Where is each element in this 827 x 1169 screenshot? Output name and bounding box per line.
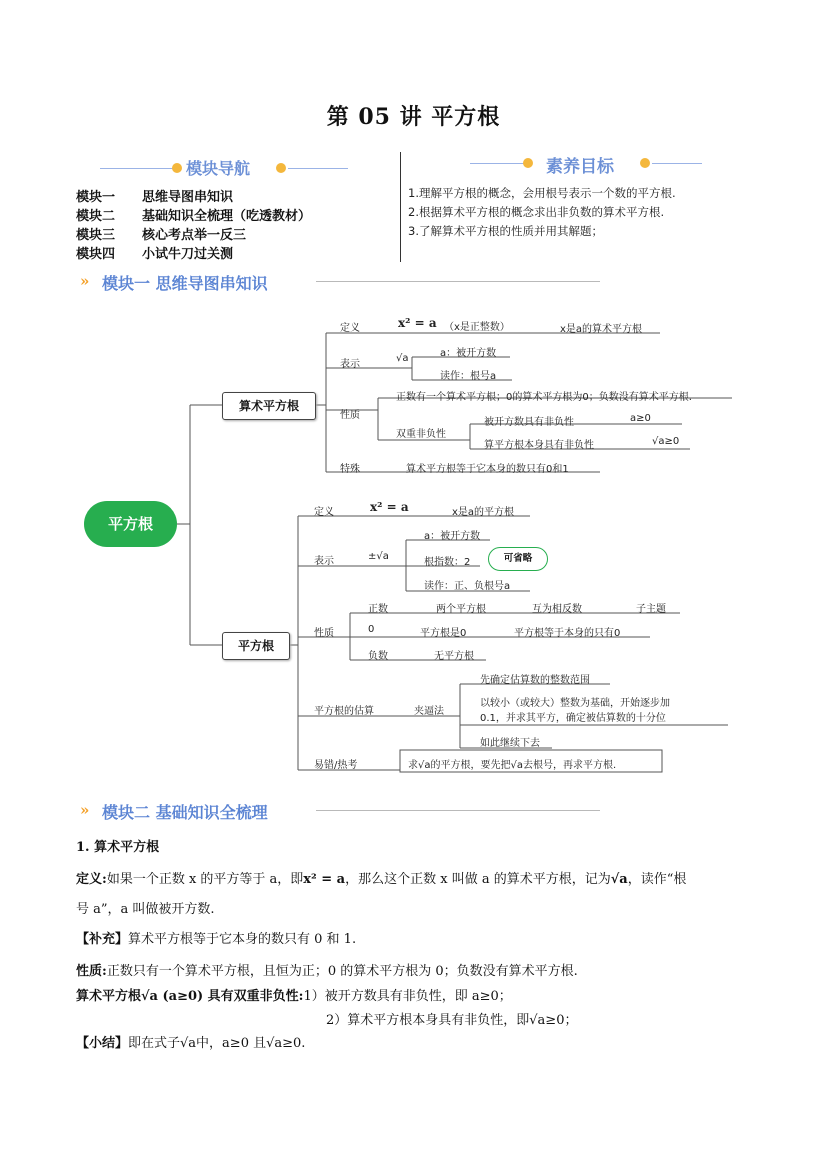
arith-rep-read: 读作：根号a xyxy=(440,371,497,382)
supplement-text: 算术平方根等于它本身的数只有 0 和 1. xyxy=(128,932,357,947)
nav-item-key: 模块二 xyxy=(76,209,116,224)
sqrt-est-1: 先确定估算数的整数范围 xyxy=(480,675,590,686)
sqrt-est-3: 如此继续下去 xyxy=(480,738,540,749)
banner2-chevron-icon: » xyxy=(80,801,90,819)
arith-rep-label: 表示 xyxy=(340,359,360,370)
supplement-paragraph xyxy=(76,928,356,947)
sqrt-rep-a: a：被开方数 xyxy=(424,531,481,542)
sqrt-pos: 正数 xyxy=(368,604,388,615)
sqrt-err-label: 易错/热考 xyxy=(314,760,358,771)
definition-text-4: 号 a”，a 叫做被开方数. xyxy=(76,902,215,917)
banner1-chevron-icon: » xyxy=(80,272,90,290)
definition-label: 定义: xyxy=(76,872,107,887)
arith-dnn-2: 算平方根本身具有非负性 xyxy=(484,440,594,451)
dnn-label: 算术平方根√a (a≥0) 具有双重非负性: xyxy=(76,989,304,1004)
summary-label: 【小结】 xyxy=(76,1036,129,1051)
sqrt-rep-label: 表示 xyxy=(314,556,334,567)
definition-paragraph xyxy=(76,868,766,887)
goal-2: 2.根据算术平方根的概念求出非负数的算术平方根. xyxy=(408,205,665,219)
sqrt-est-2a: 以较小（或较大）整数为基础，开始逐步加 xyxy=(480,698,670,709)
sqrt-def-result: x是a的平方根 xyxy=(452,507,515,518)
arith-special-label: 特殊 xyxy=(340,464,360,475)
sqrt-neg-1: 无平方根 xyxy=(434,651,474,662)
definition-text-3: ，读作“根 xyxy=(627,872,687,887)
arith-def-result: x是a的算术平方根 xyxy=(560,324,643,335)
mindmap-arith-node: 算术平方根 xyxy=(222,392,316,420)
sqrt-zero-1: 平方根是0 xyxy=(420,628,467,639)
banner-module1: 模块一 思维导图串知识 xyxy=(102,274,268,293)
arith-dnn-label: 双重非负性 xyxy=(396,429,446,440)
sqrt-zero-2: 平方根等于本身的只有0 xyxy=(514,628,621,639)
mindmap-root: 平方根 xyxy=(84,501,177,547)
sqrt-pos-1: 两个平方根 xyxy=(436,604,486,615)
nav-header: 模块导航 xyxy=(186,159,251,178)
arith-def-note: （x是正整数） xyxy=(444,322,510,333)
arith-prop-1: 正数有一个算术平方根；0的算术平方根为0；负数没有算术平方根. xyxy=(396,392,692,403)
mindmap-sqrt-node: 平方根 xyxy=(222,632,290,660)
arith-prop-label: 性质 xyxy=(340,410,360,421)
arith-def-label: 定义 xyxy=(340,323,360,334)
arith-dnn-1v: a≥0 xyxy=(630,413,651,424)
summary-paragraph xyxy=(76,1032,305,1051)
goals-header: 素养目标 xyxy=(546,157,614,177)
sqrt-def-formula: x² = a xyxy=(370,500,409,514)
summary-text: 即在式子√a中，a≥0 且√a≥0. xyxy=(128,1036,306,1051)
nav-item-text: 核心考点举一反三 xyxy=(142,228,247,243)
sqrt-def-label: 定义 xyxy=(314,507,334,518)
definition-text-1: 如果一个正数 x 的平方等于 a，即 xyxy=(106,872,304,887)
nav-item-key: 模块四 xyxy=(76,247,116,262)
sqrt-rep-read: 读作：正、负根号a xyxy=(424,581,511,592)
arith-rep-a: a：被开方数 xyxy=(440,348,497,359)
arith-special-text: 算术平方根等于它本身的数只有0和1 xyxy=(406,464,569,475)
sqrt-prop-label: 性质 xyxy=(314,628,334,639)
sqrt-rep-index: 根指数：2 xyxy=(424,557,471,568)
nav-item-text: 思维导图串知识 xyxy=(142,190,234,205)
banner-module2: 模块二 基础知识全梳理 xyxy=(102,803,268,822)
nav-item-text: 基础知识全梳理（吃透教材） xyxy=(142,209,312,224)
nav-item-key: 模块三 xyxy=(76,228,116,243)
sqrt-err-text: 求√a的平方根，要先把√a去根号，再求平方根. xyxy=(408,760,617,771)
goal-3: 3.了解算术平方根的性质并用其解题； xyxy=(408,224,603,238)
page-title: 第 05 讲 平方根 xyxy=(326,104,501,130)
sqrt-est-2b: 0.1，并求其平方，确定被估算数的十分位 xyxy=(480,713,666,724)
arith-rep-symbol: √a xyxy=(396,353,409,364)
nav-item-text: 小试牛刀过关测 xyxy=(142,247,234,262)
dnn-paragraph xyxy=(76,985,512,1004)
section-heading: 1. 算术平方根 xyxy=(76,840,160,855)
dnn-item-2: 2）算术平方根本身具有非负性，即√a≥0； xyxy=(326,1013,578,1028)
definition-text-2: ，那么这个正数 x 叫做 a 的算术平方根，记为 xyxy=(345,872,611,887)
arith-dnn-1: 被开方数具有非负性 xyxy=(484,417,574,428)
sqrt-est-method: 夹逼法 xyxy=(414,706,444,717)
nav-item-key: 模块一 xyxy=(76,190,116,205)
sqrt-zero: 0 xyxy=(368,624,375,635)
arith-def-formula: x² = a xyxy=(398,316,437,330)
sqrt-pos-3: 子主题 xyxy=(636,604,666,615)
property-text: 正数只有一个算术平方根，且恒为正；0 的算术平方根为 0；负数没有算术平方根. xyxy=(106,964,578,979)
definition-formula: x² = a xyxy=(303,872,346,887)
supplement-label: 【补充】 xyxy=(76,932,129,947)
sqrt-rep-symbol: ±√a xyxy=(368,551,389,562)
goal-1: 1.理解平方根的概念，会用根号表示一个数的平方根. xyxy=(408,186,676,200)
sqrt-rep-omit: 可省略 xyxy=(488,547,548,571)
definition-symbol: √a xyxy=(610,872,628,887)
dnn-item-1: 1）被开方数具有非负性，即 a≥0； xyxy=(303,989,512,1004)
property-paragraph xyxy=(76,960,578,979)
sqrt-neg: 负数 xyxy=(368,651,388,662)
banner2-line xyxy=(316,810,600,811)
sqrt-est-label: 平方根的估算 xyxy=(314,706,374,717)
property-label: 性质: xyxy=(76,964,107,979)
arith-dnn-2v: √a≥0 xyxy=(652,436,680,447)
sqrt-pos-2: 互为相反数 xyxy=(532,604,582,615)
